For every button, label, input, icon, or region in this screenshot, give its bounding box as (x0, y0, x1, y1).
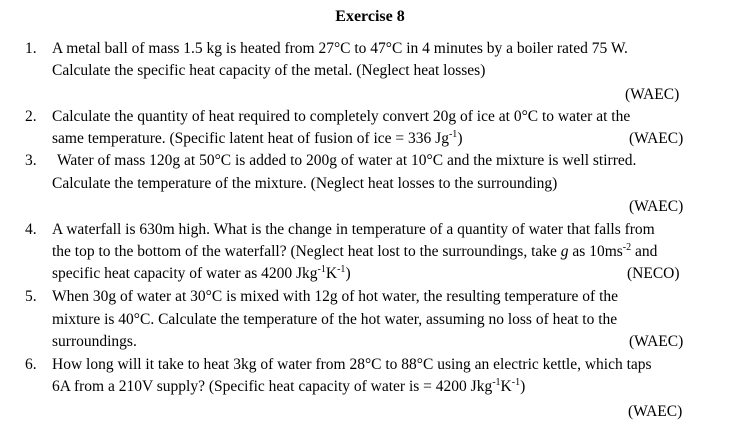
question-4-line-3-text: specific heat capacity of water as 4200 Jkg (52, 265, 318, 282)
question-1-line-1: A metal ball of mass 1.5 kg is heated from 27°C to 47°C in 4 minutes by a boiler rated 75 W. (52, 40, 628, 57)
question-2-line-1: Calculate the quantity of heat required to completely convert 20g of ice at 0°C to water at the (52, 108, 631, 125)
exercise-title: Exercise 8 (335, 8, 405, 25)
question-5-number: 5. (25, 288, 37, 305)
question-5-line-1: When 30g of water at 30°C is mixed with 12g of hot water, the resulting temperature of the (52, 288, 619, 305)
question-4-line-3 (52, 263, 351, 285)
question-4-number: 4. (25, 221, 37, 238)
question-4-line-1: A waterfall is 630m high. What is the change in temperature of a quantity of water that falls from (52, 221, 655, 238)
question-2-number: 2. (25, 108, 37, 125)
question-4-line-3-mid: K (325, 265, 338, 282)
question-4-source: (NECO) (627, 265, 680, 282)
question-3-source: (WAEC) (629, 198, 684, 215)
question-6-line-2-end: ) (520, 378, 526, 395)
question-6-exponent-1: -1 (492, 377, 501, 388)
question-4-exponent-3: -1 (337, 264, 346, 275)
question-4-line-2 (52, 241, 657, 263)
question-1-line-2: Calculate the specific heat capacity of the metal. (Neglect heat losses) (52, 62, 486, 79)
question-4-line-3-end: ) (345, 265, 351, 282)
question-6-line-2-text: 6A from a 210V supply? (Specific heat capacity of water is = 4200 Jkg (52, 378, 493, 395)
question-3-line-2: Calculate the temperature of the mixture. (Neglect heat losses to the surrounding) (52, 175, 558, 192)
question-6-exponent-2: -1 (511, 377, 521, 388)
question-4-line-2-mid: as 10ms (568, 243, 623, 260)
question-3-number: 3. (25, 152, 37, 169)
question-4-line-2-end: and (631, 243, 658, 260)
question-4-exponent-2: -1 (317, 264, 326, 275)
question-6-source: (WAEC) (628, 403, 683, 420)
question-2-line-2-end: ) (457, 130, 463, 147)
question-5-line-2: mixture is 40°C. Calculate the temperature of the hot water, assuming no loss of heat to the (52, 311, 618, 328)
question-6-line-2 (52, 376, 525, 398)
question-4-symbol-g: g (560, 243, 569, 260)
question-5-line-3: surroundings. (52, 333, 137, 350)
question-2-line-2 (52, 128, 462, 150)
question-6-number: 6. (25, 356, 37, 373)
question-4-exponent-1: -2 (622, 242, 632, 253)
question-4-line-2-text: the top to the bottom of the waterfall? (Neglect heat lost to the surroundings, take (52, 243, 561, 260)
question-3-line-1: Water of mass 120g at 50°C is added to 200g of water at 10°C and the mixture is well stirred. (57, 152, 637, 169)
question-2-line-2-text: same temperature. (Specific latent heat of fusion of ice = 336 Jg (52, 130, 449, 147)
question-1-source: (WAEC) (625, 86, 680, 103)
question-2-exponent: -1 (448, 129, 458, 140)
question-6-line-1: How long will it take to heat 3kg of water from 28°C to 88°C using an electric kettle, which taps (52, 356, 652, 373)
question-5-source: (WAEC) (629, 333, 684, 350)
question-2-source: (WAEC) (629, 130, 684, 147)
question-1-number: 1. (25, 40, 37, 57)
question-6-line-2-mid: K (500, 378, 512, 395)
